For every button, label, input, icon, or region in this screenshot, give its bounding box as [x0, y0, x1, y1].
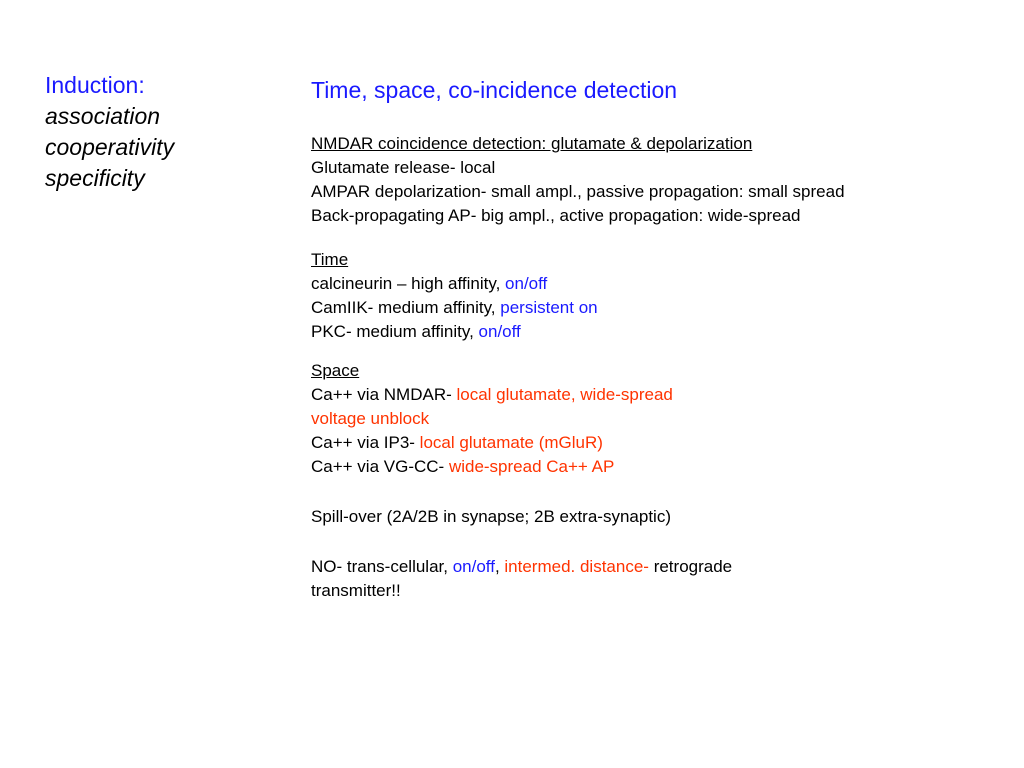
nmdar-heading: NMDAR coincidence detection: glutamate & depolarization: [311, 134, 753, 153]
space-line-highlight: local glutamate, wide-spread: [456, 385, 673, 404]
time-item-text: PKC- medium affinity,: [311, 322, 479, 341]
nmdar-line-1: Glutamate release- local: [311, 158, 496, 177]
space-heading: Space: [311, 361, 360, 380]
time-item-highlight: on/off: [478, 322, 521, 341]
spill-over-section: [311, 505, 1011, 529]
spill-over-line: Spill-over (2A/2B in synapse; 2B extra-synaptic): [311, 507, 671, 526]
term-specificity: specificity: [45, 165, 145, 191]
space-line-text: Ca++ via NMDAR-: [311, 385, 457, 404]
space-line-nmdar: [311, 383, 1011, 407]
right-panel: [311, 75, 1011, 603]
no-distance: intermed. distance-: [504, 557, 649, 576]
induction-heading: Induction:: [45, 72, 145, 98]
space-line-text: Ca++ via VG-CC-: [311, 457, 449, 476]
term-association: association: [45, 103, 161, 129]
nmdar-line-2: AMPAR depolarization- small ampl., passive propagation: small spread: [311, 182, 845, 201]
space-line-text: Ca++ via IP3-: [311, 433, 420, 452]
no-section: [311, 555, 1011, 603]
space-line-vgcc: [311, 455, 1011, 479]
time-item-highlight: on/off: [505, 274, 548, 293]
time-section: [311, 248, 1011, 344]
space-line-highlight: local glutamate (mGluR): [419, 433, 603, 452]
time-item-text: calcineurin – high affinity,: [311, 274, 506, 293]
slide-title: Time, space, co-incidence detection: [311, 77, 678, 103]
no-on-off: on/off: [452, 557, 495, 576]
time-item-text: CamIIK- medium affinity,: [311, 298, 501, 317]
space-line-ip3: [311, 431, 1011, 455]
time-item-calcineurin: [311, 272, 1011, 296]
no-prefix: NO- trans-cellular,: [311, 557, 453, 576]
time-item-highlight: persistent on: [500, 298, 598, 317]
no-comma: ,: [494, 557, 505, 576]
term-cooperativity: cooperativity: [45, 134, 175, 160]
no-line-1: [311, 555, 1011, 579]
time-item-pkc: [311, 320, 1011, 344]
nmdar-line-3: Back-propagating AP- big ampl., active propagation: wide-spread: [311, 206, 801, 225]
left-panel: [45, 70, 275, 194]
no-line-2: transmitter!!: [311, 581, 401, 600]
nmdar-section: [311, 132, 1011, 228]
time-item-camiik: [311, 296, 1011, 320]
space-line-highlight: wide-spread Ca++ AP: [448, 457, 615, 476]
no-suffix: retrograde: [648, 557, 733, 576]
space-line-voltage-unblock: voltage unblock: [311, 409, 430, 428]
space-section: [311, 359, 1011, 479]
time-heading: Time: [311, 250, 349, 269]
